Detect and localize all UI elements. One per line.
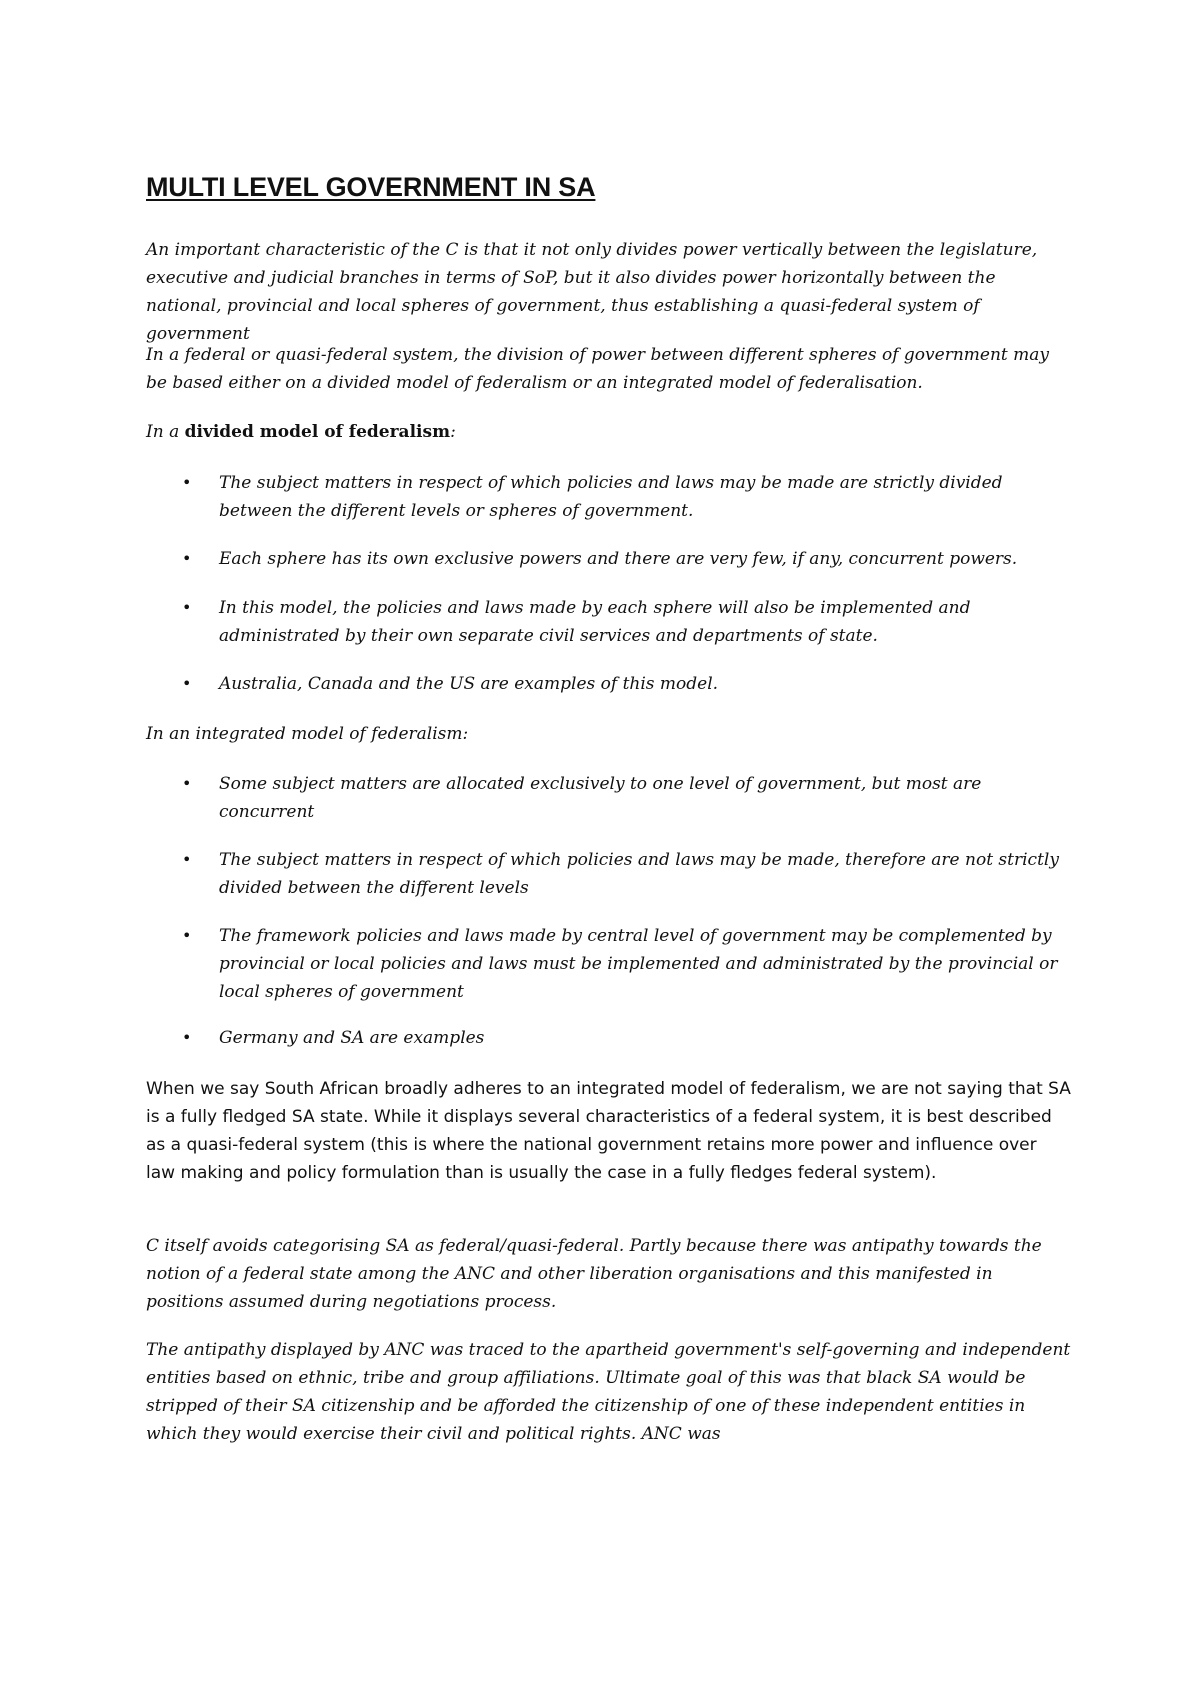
divided-lead-prefix: In a xyxy=(146,422,185,442)
antipathy-paragraph: The antipathy displayed by ANC was traced to the apartheid government's self-governing and independent entities based on ethnic, tribe and group affiliations. Ultimate goal of this was that black SA would be stripped of their SA citizenship and be afforded the citizenship of one of these independent entities in which they would exercise their civil and political rights. ANC was xyxy=(146,1340,1071,1444)
list-item-text: In this model, the policies and laws made by each sphere will also be implemented and administrated by their own separate civil services and departments of state. xyxy=(219,598,971,646)
bullet-icon: • xyxy=(182,549,192,568)
page-title: MULTI LEVEL GOVERNMENT IN SA xyxy=(146,172,596,202)
list-item-text: The subject matters in respect of which policies and laws may be made are strictly divided between the different levels or spheres of government. xyxy=(219,473,1003,521)
bullet-icon: • xyxy=(182,926,192,945)
bullet-icon: • xyxy=(182,1028,192,1047)
sa-federalism-paragraph: When we say South African broadly adheres to an integrated model of federalism, we are not saying that SA is a fully fledged SA state. While it displays several characteristics of a federal system, it is best described as a quasi-federal system (this is where the national government retains more power and influence over law making and policy formulation than is usually the case in a fully fledges federal system). xyxy=(146,1079,1071,1183)
list-item-text: The framework policies and laws made by central level of government may be complemented by provincial or local policies and laws must be implemented and administrated by the provincial or local spheres of government xyxy=(219,926,1058,1002)
list-item-text: The subject matters in respect of which policies and laws may be made, therefore are not strictly divided between the different levels xyxy=(219,850,1059,898)
bullet-icon: • xyxy=(182,473,192,492)
integrated-model-heading: In an integrated model of federalism: xyxy=(146,724,469,744)
divided-lead-suffix: : xyxy=(450,422,456,442)
list-item-text: Some subject matters are allocated exclusively to one level of government, but most are concurrent xyxy=(219,774,982,822)
bullet-icon: • xyxy=(182,774,192,793)
list-item-text: Each sphere has its own exclusive powers and there are very few, if any, concurrent powers. xyxy=(219,549,1018,569)
bullet-icon: • xyxy=(182,674,192,693)
bullet-icon: • xyxy=(182,850,192,869)
intro-paragraph: An important characteristic of the C is that it not only divides power vertically between the legislature, executive and judicial branches in terms of SoP, but it also divides power horizontally between the national, provincial and local spheres of government, thus establishing a quasi-federal system of government xyxy=(146,240,1038,344)
list-item-text: Australia, Canada and the US are examples of this model. xyxy=(219,674,719,694)
divided-lead-bold: divided model of federalism xyxy=(184,422,451,442)
bullet-icon: • xyxy=(182,598,192,617)
list-item-text: Germany and SA are examples xyxy=(219,1028,485,1048)
models-intro-paragraph: In a federal or quasi-federal system, the division of power between different spheres of government may be based either on a divided model of federalism or an integrated model of federalisation. xyxy=(146,345,1049,393)
divided-model-heading xyxy=(146,418,1071,446)
c-categorisation-paragraph: C itself avoids categorising SA as federal/quasi-federal. Partly because there was antipathy towards the notion of a federal state among the ANC and other liberation organisations and this manifested in positions assumed during negotiations process. xyxy=(146,1236,1042,1312)
